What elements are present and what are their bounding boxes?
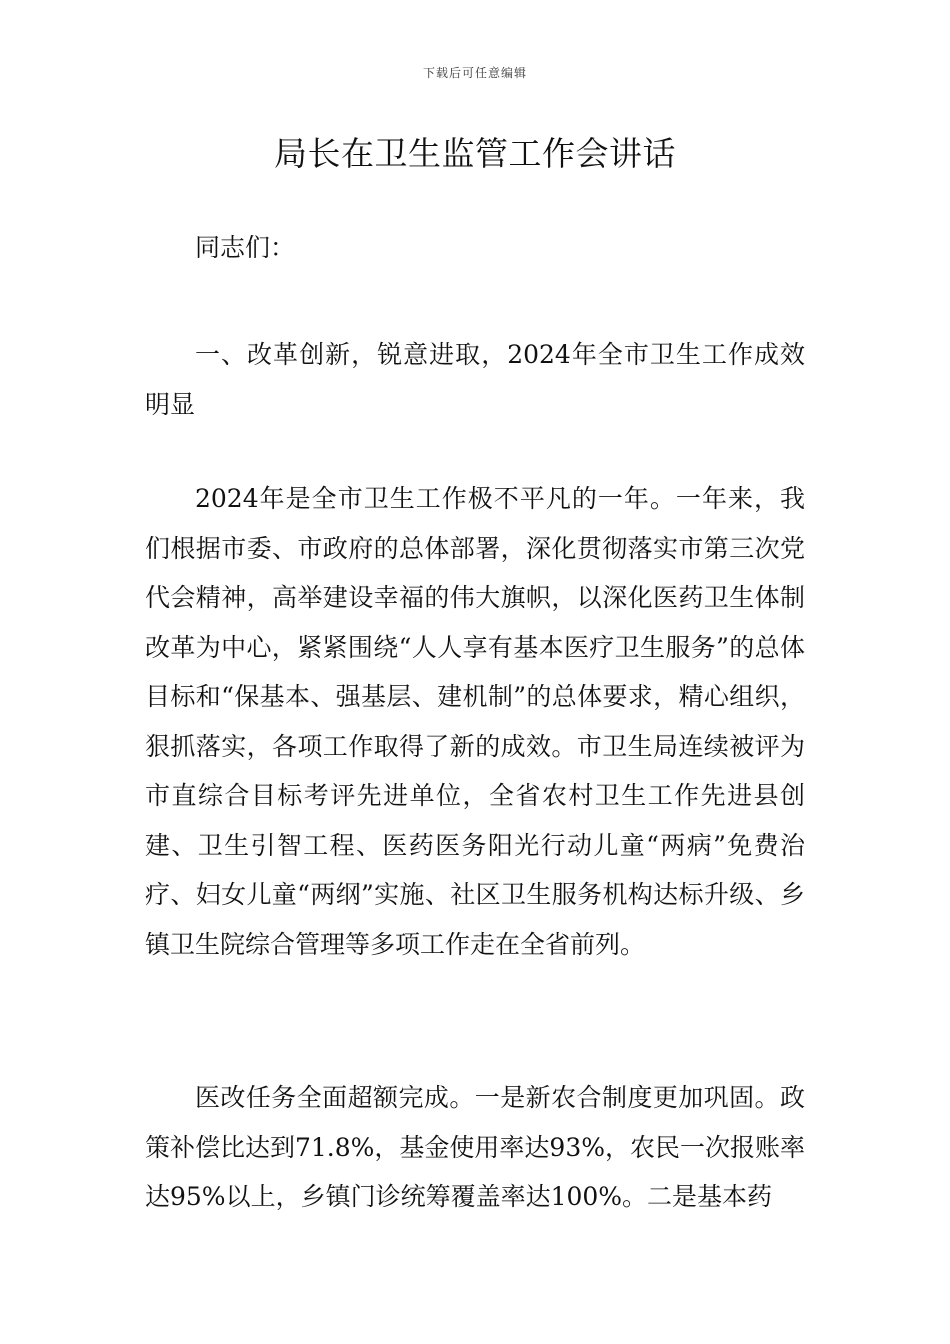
body-paragraph: 医改任务全面超额完成。一是新农合制度更加巩固。政策补偿比达到71.8%，基金使用率达93%，农民一次报账率达95%以上，乡镇门诊统筹覆盖率达100%。二是基本药: [145, 1083, 805, 1211]
page-header-note: 下载后可任意编辑: [422, 66, 527, 80]
section-heading: 一、改革创新，锐意进取，2024年全市卫生工作成效明显: [145, 340, 805, 419]
document-title: 局长在卫生监管工作会讲话: [274, 134, 676, 173]
salutation: 同志们：: [195, 233, 296, 262]
body-paragraph: 2024年是全市卫生工作极不平凡的一年。一年来，我们根据市委、市政府的总体部署，深化贯彻落实市第三次党代会精神，高举建设幸福的伟大旗帜，以深化医药卫生体制改革为中心，紧紧围绕“人人享有基本医疗卫生服务”的总体目标和“保基本、强基层、建机制”的总体要求，精心组织，狠抓落实，各项工作取得了新的成效。市卫生局连续被评为市直综合目标考评先进单位，全省农村卫生工作先进县创建、卫生引智工程、医药医务阳光行动儿童“两病”免费治疗、妇女儿童“两纲”实施、社区卫生服务机构达标升级、乡镇卫生院综合管理等多项工作走在全省前列。: [145, 484, 805, 959]
